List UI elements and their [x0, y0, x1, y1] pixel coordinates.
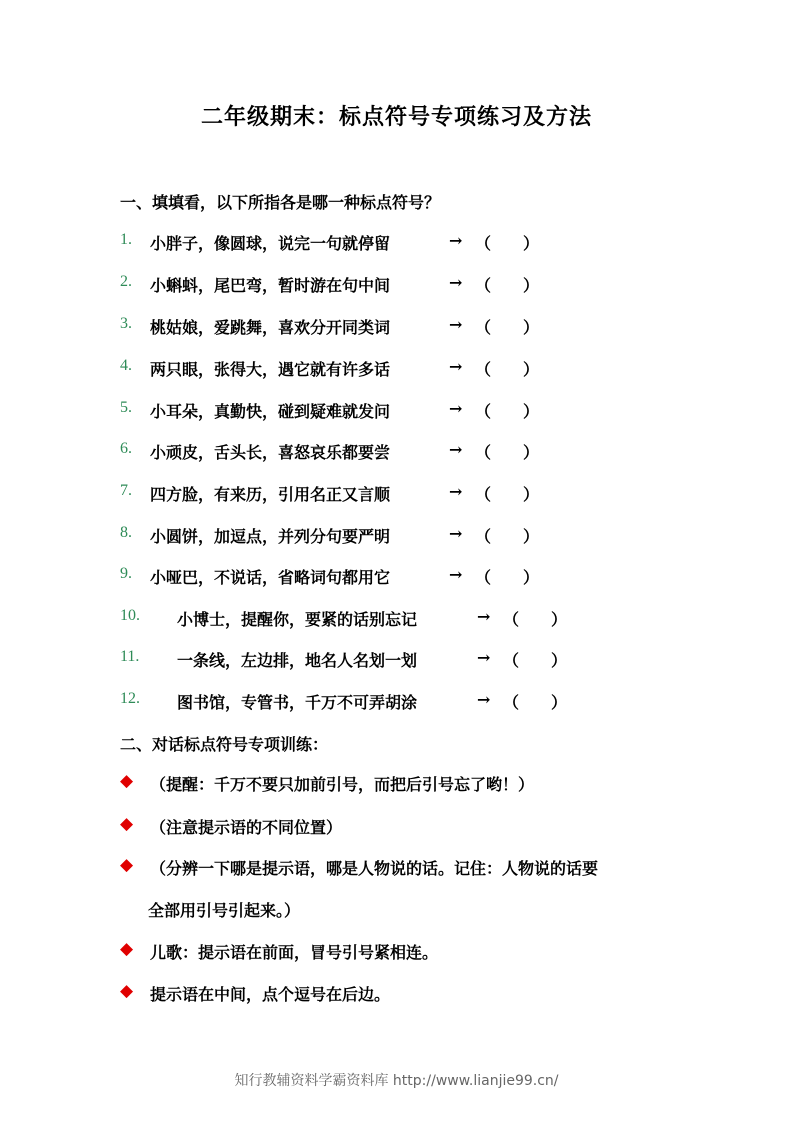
- arrow-icon: →: [449, 273, 463, 292]
- bullet-text: 提示语在中间，点个逗号在后边。: [150, 985, 391, 1004]
- arrow-icon: →: [477, 607, 491, 626]
- arrow-icon: →: [449, 357, 463, 376]
- item-text: 小顽皮，舌头长，喜怒哀乐都要尝: [150, 443, 391, 462]
- diamond-icon: ◆: [120, 771, 134, 791]
- arrow-icon: →: [477, 648, 491, 667]
- answer-blank[interactable]: （ ）: [503, 693, 568, 712]
- item-number: 11.: [120, 648, 140, 665]
- item-text: 四方脸，有来历，引用名正又言顺: [150, 485, 391, 504]
- arrow-icon: →: [477, 690, 491, 709]
- answer-blank[interactable]: （ ）: [503, 610, 568, 629]
- answer-blank[interactable]: （ ）: [503, 651, 568, 670]
- answer-blank[interactable]: （ ）: [475, 360, 540, 379]
- bullet-text: （分辨一下哪是提示语，哪是人物说的话。记住：人物说的话要: [150, 859, 599, 878]
- arrow-icon: →: [449, 565, 463, 584]
- answer-blank[interactable]: （ ）: [475, 485, 540, 504]
- item-number: 5.: [120, 399, 132, 416]
- diamond-icon: ◆: [120, 981, 134, 1001]
- arrow-icon: →: [449, 440, 463, 459]
- arrow-icon: →: [449, 315, 463, 334]
- item-number: 9.: [120, 565, 132, 582]
- item-text: 小蝌蚪，尾巴弯，暂时游在句中间: [150, 276, 391, 295]
- item-number: 7.: [120, 482, 132, 499]
- item-number: 8.: [120, 524, 132, 541]
- item-text: 小圆饼，加逗点，并列分句要严明: [150, 527, 391, 546]
- diamond-icon: ◆: [120, 814, 134, 834]
- page-title: 二年级期末：标点符号专项练习及方法: [200, 104, 592, 130]
- answer-blank[interactable]: （ ）: [475, 234, 540, 253]
- section-heading-2: 二、对话标点符号专项训练：: [120, 735, 329, 754]
- answer-blank[interactable]: （ ）: [475, 443, 540, 462]
- item-text: 小胖子，像圆球，说完一句就停留: [150, 234, 391, 253]
- item-text: 小哑巴，不说话，省略词句都用它: [150, 568, 391, 587]
- item-number: 3.: [120, 315, 132, 332]
- item-text: 小耳朵，真勤快，碰到疑难就发问: [150, 402, 391, 421]
- arrow-icon: →: [449, 524, 463, 543]
- item-text: 一条线，左边排，地名人名划一划: [177, 651, 418, 670]
- item-number: 4.: [120, 357, 132, 374]
- arrow-icon: →: [449, 482, 463, 501]
- item-number: 2.: [120, 273, 132, 290]
- bullet-text: （注意提示语的不同位置）: [150, 818, 343, 837]
- item-text: 图书馆，专管书，千万不可弄胡涂: [177, 693, 418, 712]
- item-text: 小博士，提醒你，要紧的话别忘记: [177, 610, 418, 629]
- item-number: 1.: [120, 231, 132, 248]
- section-heading-1: 一、填填看，以下所指各是哪一种标点符号？: [120, 193, 441, 212]
- footer-link[interactable]: 知行教辅资料学霸资料库 http://www.lianjie99.cn/: [234, 1073, 559, 1089]
- bullet-text: （提醒：千万不要只加前引号，而把后引号忘了哟！）: [150, 775, 535, 794]
- bullet-continuation: 全部用引号引起来。）: [148, 901, 301, 920]
- item-number: 10.: [120, 607, 140, 624]
- arrow-icon: →: [449, 399, 463, 418]
- arrow-icon: →: [449, 231, 463, 250]
- answer-blank[interactable]: （ ）: [475, 402, 540, 421]
- answer-blank[interactable]: （ ）: [475, 527, 540, 546]
- diamond-icon: ◆: [120, 855, 134, 875]
- diamond-icon: ◆: [120, 939, 134, 959]
- item-number: 6.: [120, 440, 132, 457]
- answer-blank[interactable]: （ ）: [475, 318, 540, 337]
- answer-blank[interactable]: （ ）: [475, 568, 540, 587]
- item-number: 12.: [120, 690, 140, 707]
- answer-blank[interactable]: （ ）: [475, 276, 540, 295]
- bullet-text: 儿歌：提示语在前面，冒号引号紧相连。: [150, 943, 439, 962]
- item-text: 桃姑娘，爱跳舞，喜欢分开同类词: [150, 318, 391, 337]
- item-text: 两只眼，张得大，遇它就有许多话: [150, 360, 391, 379]
